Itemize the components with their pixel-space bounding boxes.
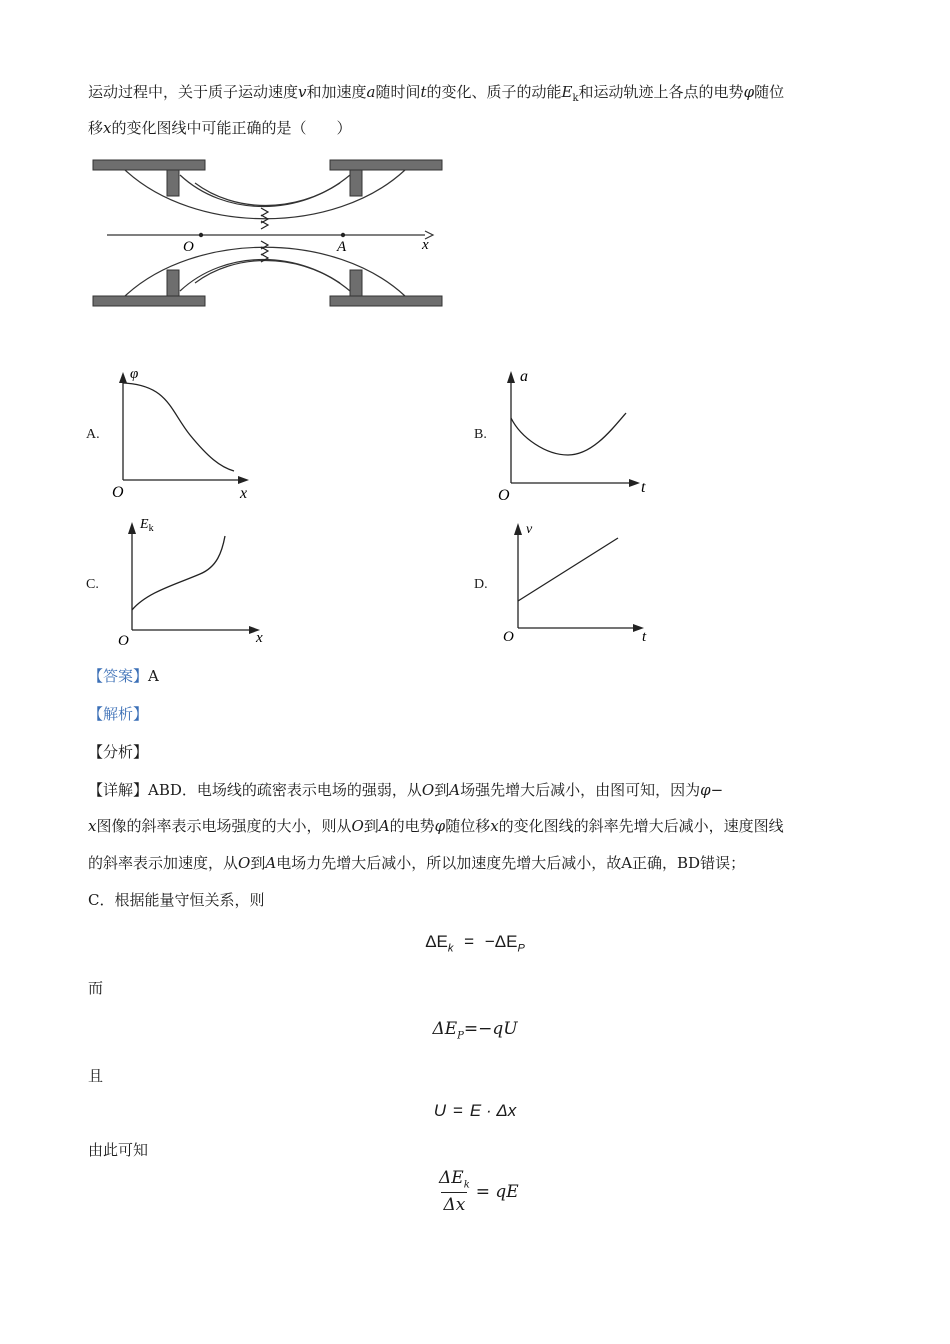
fig-label-O: O xyxy=(183,239,194,255)
option-A-graph xyxy=(108,365,258,505)
detail-line-3: 的斜率表示加速度，从O到A电场力先增大后减小，所以加速度先增大后减小，故A正确，BD错误； xyxy=(88,854,746,872)
option-D-ylabel: v xyxy=(526,522,533,537)
answer-tag: 【答案】 xyxy=(88,667,149,685)
option-B-ylabel: a xyxy=(520,368,528,385)
detail-line-1: 【详解】ABD．电场线的疏密表示电场的强弱，从O到A场强先增大后减小，由图可知，因为φ− xyxy=(88,781,724,799)
field-line-figure xyxy=(85,155,450,315)
word-er: 而 xyxy=(88,979,104,997)
answer-line xyxy=(88,666,159,686)
detail-line-4: C．根据能量守恒关系，则 xyxy=(88,891,265,909)
word-youci: 由此可知 xyxy=(88,1141,149,1159)
fenxi-tag: 【分析】 xyxy=(88,743,149,761)
option-B-graph xyxy=(496,363,656,505)
option-A-xlabel: x xyxy=(240,485,248,502)
option-C-ylabel: $E_k$ xyxy=(140,517,154,534)
option-A-origin: O xyxy=(112,484,124,501)
option-D-origin: O xyxy=(503,629,514,645)
option-D-graph xyxy=(500,515,660,647)
option-C-graph xyxy=(112,512,272,647)
option-C-xlabel: x xyxy=(256,630,263,646)
equation-4: $\Delta E_k$ Δx = qE xyxy=(439,1168,519,1216)
word-qie: 且 xyxy=(88,1067,104,1085)
equation-1: $\Delta E_k = -\Delta E_P$ xyxy=(425,932,525,955)
answer-value: A xyxy=(148,667,159,685)
option-A-letter: A. xyxy=(86,427,100,442)
question-line-2: 移x的变化图线中可能正确的是（ ） xyxy=(88,119,352,137)
fig-label-x: x xyxy=(422,237,429,253)
option-D-letter: D. xyxy=(474,577,488,592)
fig-label-A: A xyxy=(337,239,347,255)
analysis-tag: 【解析】 xyxy=(88,705,149,723)
question-line-1: 运动过程中，关于质子运动速度v和加速度a随时间t的变化、质子的动能$E_k$和运动轨迹上各点的电势φ随位 xyxy=(88,83,785,104)
option-B-letter: B. xyxy=(474,427,487,442)
equation-3: U = E · Δx xyxy=(433,1101,517,1120)
equation-2: $\Delta E_P=-qU$ xyxy=(432,1019,518,1042)
detail-line-2: x图像的斜率表示电场强度的大小，则从O到A的电势φ随位移x的变化图线的斜率先增大后减小，速度图线 xyxy=(88,817,784,835)
option-D-xlabel: t xyxy=(642,629,647,645)
option-C-origin: O xyxy=(118,633,129,647)
option-C-letter: C. xyxy=(86,577,99,592)
option-B-origin: O xyxy=(498,487,510,504)
option-A-ylabel: φ xyxy=(130,366,139,382)
option-B-xlabel: t xyxy=(641,479,646,496)
